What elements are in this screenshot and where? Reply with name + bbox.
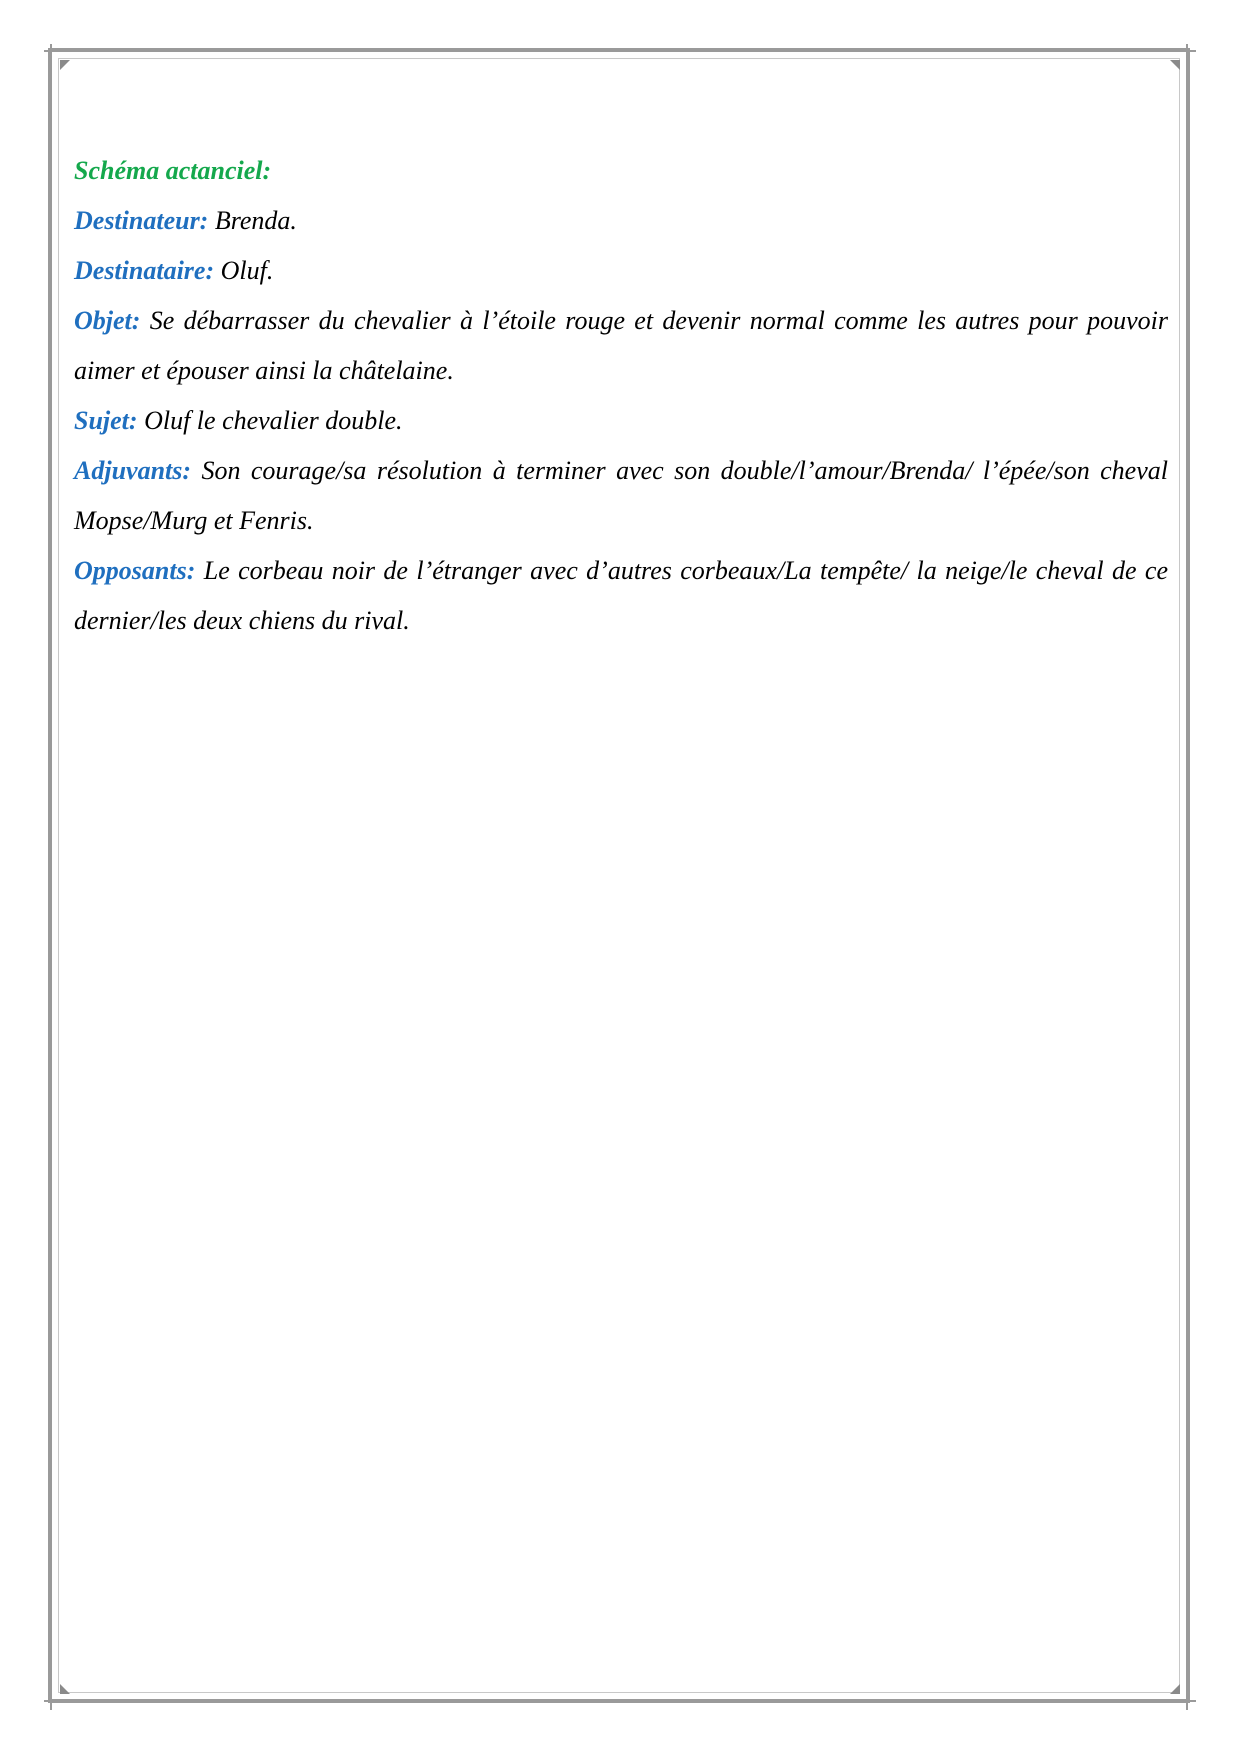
entry-label: Sujet: — [74, 406, 138, 435]
section-heading — [74, 146, 1168, 196]
entry-text: Se débarrasser du chevalier à l’étoile rouge et devenir normal comme les autres pour pouvoir aimer et épouser ainsi la châtelaine. — [74, 306, 1168, 385]
entry-text: Son courage/sa résolution à terminer avec son double/l’amour/Brenda/ l’épée/son cheval Mopse/Murg et Fenris. — [74, 456, 1168, 535]
border-tick — [1186, 44, 1188, 54]
entry-text: Brenda. — [214, 206, 297, 235]
entry-label: Objet: — [74, 306, 141, 335]
border-tick — [1186, 1700, 1188, 1710]
entry-destinateur — [74, 196, 1168, 246]
corner-ornament-icon — [60, 1684, 70, 1694]
entry-label: Opposants: — [74, 556, 196, 585]
entry-text: Oluf. — [220, 256, 274, 285]
entry-text: Le corbeau noir de l’étranger avec d’autres corbeaux/La tempête/ la neige/le cheval de ce dernier/les deux chiens du rival. — [74, 556, 1168, 635]
corner-ornament-icon — [1170, 1684, 1180, 1694]
entry-label: Destinateur: — [74, 206, 209, 235]
entry-destinataire — [74, 246, 1168, 296]
document-body — [74, 146, 1168, 646]
entry-objet — [74, 296, 1168, 396]
entry-label: Adjuvants: — [74, 456, 192, 485]
heading-text: Schéma actanciel: — [74, 156, 272, 185]
entry-adjuvants — [74, 446, 1168, 546]
border-tick — [50, 44, 52, 54]
entry-label: Destinataire: — [74, 256, 215, 285]
corner-ornament-icon — [1170, 60, 1180, 70]
border-tick — [44, 1700, 54, 1702]
entry-sujet — [74, 396, 1168, 446]
corner-ornament-icon — [60, 60, 70, 70]
border-tick — [50, 1700, 52, 1710]
border-tick — [44, 50, 54, 52]
entry-opposants — [74, 546, 1168, 646]
entry-text: Oluf le chevalier double. — [144, 406, 403, 435]
